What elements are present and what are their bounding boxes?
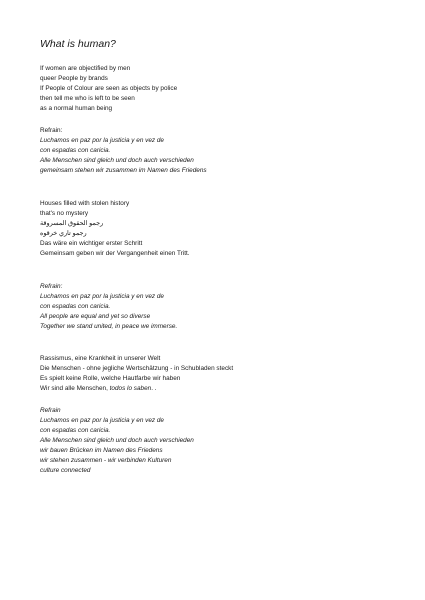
stanza-line: If women are objectified by men	[40, 65, 131, 72]
stanza-line: Das wäre ein wichtiger erster Schritt	[40, 240, 143, 247]
refrain-label: Refrain:	[40, 127, 63, 134]
refrain-line: con espadas con caricia.	[40, 147, 111, 154]
poem-title: What is human?	[40, 38, 116, 50]
refrain-line: Luchamos en paz por la justicia y en vez de	[40, 293, 164, 300]
stanza-line: Es spielt keine Rolle, welche Hautfarbe wir haben	[40, 375, 181, 382]
stanza-line: Houses filled with stolen history	[40, 200, 130, 207]
refrain-label: Refrain	[40, 407, 61, 414]
refrain-line: Luchamos en paz por la justicia y en vez de	[40, 137, 164, 144]
arabic-line: رجمو الحقوق المسروقة	[40, 220, 104, 227]
refrain-line: wir stehen zusammen - wir verbinden Kulturen	[40, 457, 172, 464]
refrain-line: Luchamos en paz por la justicia y en vez de	[40, 417, 164, 424]
stanza-line: queer People by brands	[40, 75, 108, 82]
refrain-line: Together we stand united, in peace we immerse.	[40, 323, 178, 330]
refrain-1	[40, 126, 207, 176]
stanza-3	[40, 354, 233, 394]
line-text: Wir sind alle Menschen,	[40, 385, 110, 392]
refrain-2	[40, 282, 177, 332]
refrain-line: gemeinsam stehen wir zusammen im Namen des Friedens	[40, 167, 207, 174]
stanza-line-mixed	[40, 384, 233, 394]
refrain-line: wir bauen Brücken im Namen des Friedens	[40, 447, 163, 454]
stanza-line: Rassismus, eine Krankheit in unserer Welt	[40, 355, 161, 362]
refrain-line: Alle Menschen sind gleich und doch auch verschieden	[40, 437, 194, 444]
line-text-italic: todos lo saben	[109, 385, 152, 392]
refrain-line: con espadas con caricia.	[40, 427, 111, 434]
refrain-line: All people are equal and yet so diverse	[40, 313, 151, 320]
refrain-label: Refrain:	[40, 283, 63, 290]
stanza-line: Gemeinsam geben wir der Vergangenheit einen Tritt.	[40, 250, 190, 257]
refrain-3	[40, 406, 194, 476]
stanza-line: that's no mystery	[40, 210, 89, 217]
arabic-line: رجمو تاري خرقوه	[40, 230, 87, 237]
stanza-1	[40, 64, 177, 114]
line-text-end: . .	[151, 385, 157, 392]
refrain-line: con espadas con caricia.	[40, 303, 111, 310]
refrain-line: Alle Menschen sind gleich und doch auch verschieden	[40, 157, 194, 164]
stanza-line: If People of Colour are seen as objects by police	[40, 85, 178, 92]
stanza-line: then tell me who is left to be seen	[40, 95, 135, 102]
refrain-line: culture connected	[40, 467, 91, 474]
stanza-line: Die Menschen - ohne jegliche Wertschätzung - in Schubladen steckt	[40, 365, 234, 372]
stanza-2	[40, 199, 190, 259]
stanza-line: as a normal human being	[40, 105, 113, 112]
